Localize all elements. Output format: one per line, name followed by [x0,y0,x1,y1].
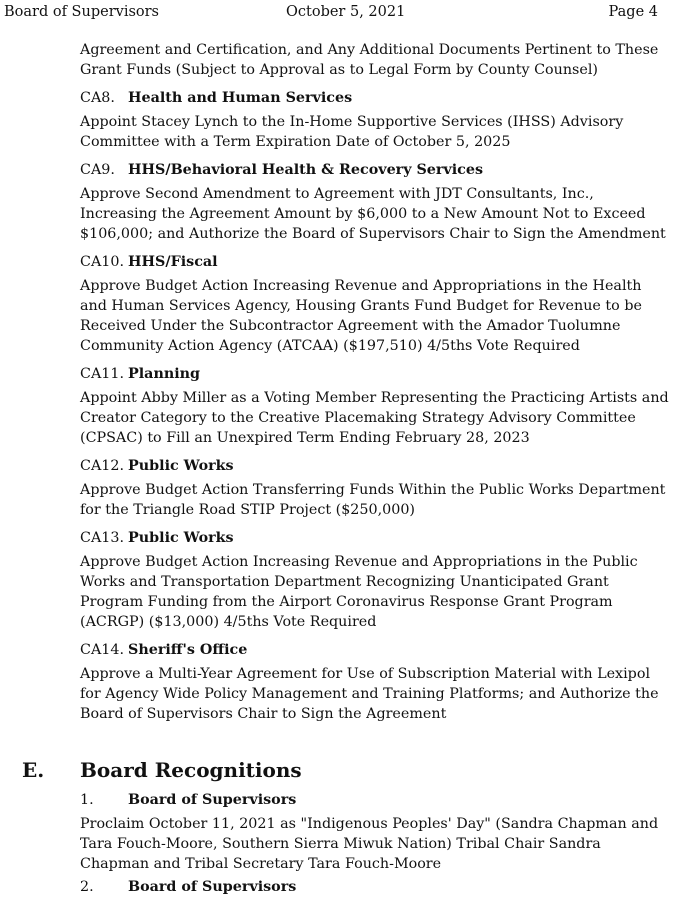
agenda-item-ca13 [80,528,670,632]
item-heading [80,252,670,272]
item-heading [80,364,670,384]
recognition-description: Proclaim October 11, 2021 as "Indigenous Peoples' Day" (Sandra Chapman and Tara Fouch-Moore, Southern Sierra Miwuk Nation) Tribal Chair Sandra Chapman and Tribal Secretary Tara Fouch-Moore [80,816,659,872]
item-heading [80,456,670,476]
section-letter: E. [22,758,45,782]
agenda-item-ca10 [80,252,670,356]
item-heading [80,640,670,660]
page-header [0,4,680,24]
header-page-number: Page 4 [608,4,658,20]
item-description: Appoint Abby Miller as a Voting Member Representing the Practicing Artists and Creator Category to the Creative Placemaking Strategy Advisory Committee (CPSAC) to Fill an Unexpired Term Ending February 28, 2023 [80,390,669,446]
header-date: October 5, 2021 [286,4,406,20]
item-number: CA8. [80,90,115,106]
recognition-number: 2. [80,879,94,895]
header-board-name: Board of Supervisors [4,4,159,20]
agenda-item-ca8 [80,88,670,152]
recognition-item-1 [80,790,670,874]
item-title: HHS/Fiscal [128,254,218,270]
agenda-item-ca12 [80,456,670,520]
item-heading [80,160,670,180]
agenda-item-ca9 [80,160,670,244]
recognition-heading [80,877,670,897]
recognition-title: Board of Supervisors [128,879,297,895]
item-heading [80,88,670,108]
continuation-text: Agreement and Certification, and Any Additional Documents Pertinent to These Grant Funds (Subject to Approval as to Legal Form by County Counsel) [80,42,659,78]
agenda-item-ca11 [80,364,670,448]
item-description: Appoint Stacey Lynch to the In-Home Supportive Services (IHSS) Advisory Committee with a Term Expiration Date of October 5, 2025 [80,114,624,150]
recognition-heading [80,790,670,810]
item-heading [80,528,670,548]
item-description: Approve Budget Action Transferring Funds Within the Public Works Department for the Triangle Road STIP Project ($250,000) [80,482,666,518]
item-title: HHS/Behavioral Health & Recovery Services [128,162,484,178]
recognition-number: 1. [80,792,94,808]
item-number: CA13. [80,530,125,546]
agenda-item-ca14 [80,640,670,724]
item-description: Approve a Multi-Year Agreement for Use of Subscription Material with Lexipol for Agency Wide Policy Management and Training Platforms; and Authorize the Board of Supervisors Chair to Sign the Agreement [80,666,659,722]
item-number: CA12. [80,458,125,474]
consent-agenda-list [80,40,670,724]
item-number: CA9. [80,162,115,178]
item-description: Approve Budget Action Increasing Revenue and Appropriations in the Public Works and Transportation Department Recognizing Unanticipated Grant Program Funding from the Airport Coronavirus Response Grant Program (ACRGP) ($13,000) 4/5ths Vote Required [80,554,638,630]
recognition-title: Board of Supervisors [128,792,297,808]
item-title: Public Works [128,530,234,546]
item-title: Planning [128,366,201,382]
recognition-item-2 [80,877,670,897]
item-number: CA11. [80,366,125,382]
section-heading [22,758,662,784]
item-number: CA14. [80,642,125,658]
item-title: Sheriff's Office [128,642,248,658]
section-title: Board Recognitions [80,758,302,782]
item-description: Approve Budget Action Increasing Revenue and Appropriations in the Health and Human Services Agency, Housing Grants Fund Budget for Revenue to be Received Under the Subcontractor Agreement with the Amador Tuolumne Community Action Agency (ATCAA) ($197,510) 4/5ths Vote Required [80,278,642,354]
item-title: Public Works [128,458,234,474]
item-title: Health and Human Services [128,90,353,106]
item-number: CA10. [80,254,125,270]
item-description: Approve Second Amendment to Agreement with JDT Consultants, Inc., Increasing the Agreement Amount by $6,000 to a New Amount Not to Exceed $106,000; and Authorize the Board of Supervisors Chair to Sign the Amendment [80,186,666,242]
